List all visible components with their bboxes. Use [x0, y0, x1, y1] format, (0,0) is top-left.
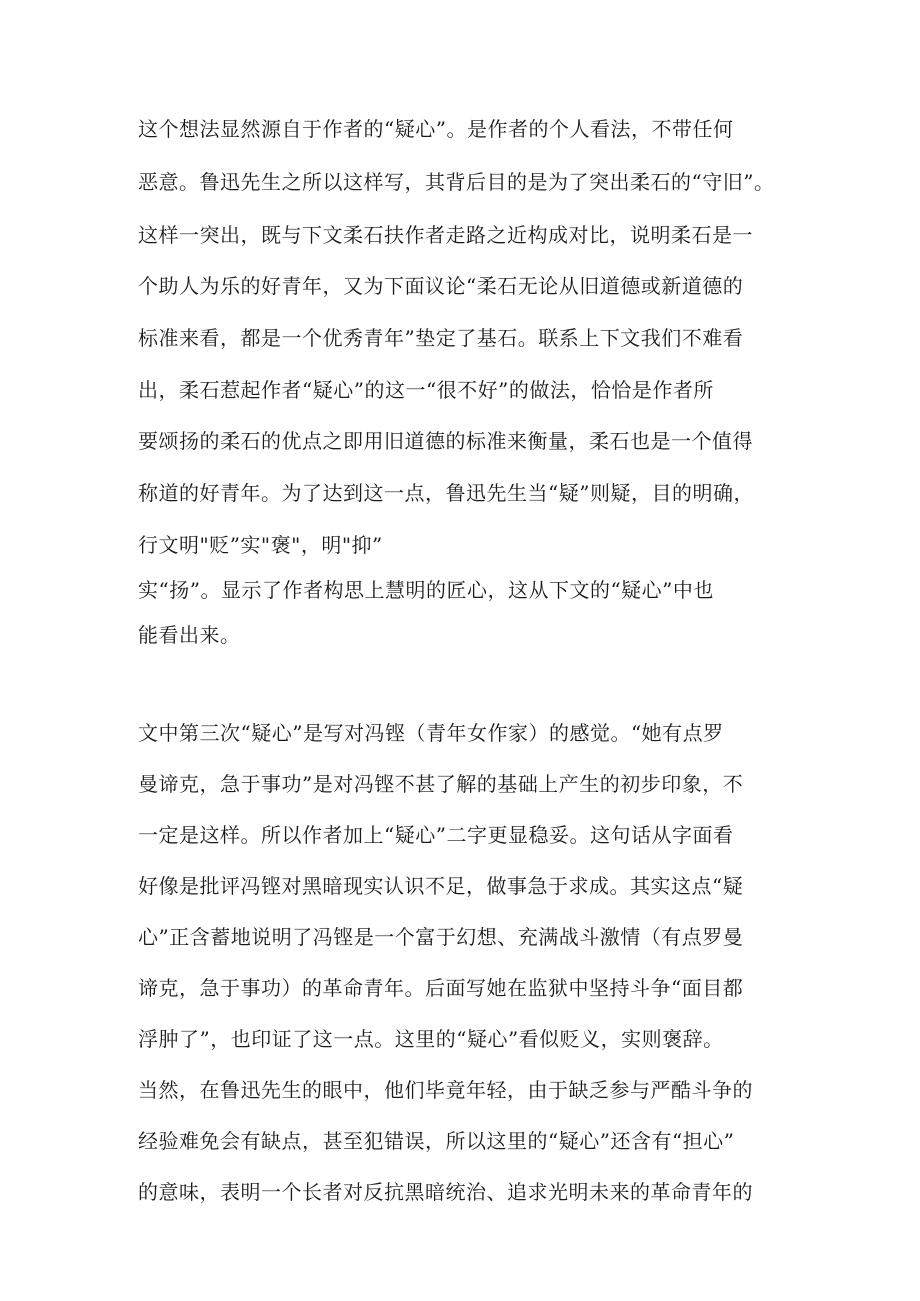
paragraph-1-line-6: 出，柔石惹起作者“疑心”的这一“很不好”的做法，恰恰是作者所 — [138, 378, 714, 402]
paragraph-2-line-1: 文中第三次“疑心”是写对冯铿（青年女作家）的感觉。“她有点罗 — [138, 721, 724, 745]
paragraph-1-line-8: 称道的好青年。为了达到这一点，鲁迅先生当“疑”则疑，目的明确， — [138, 481, 754, 505]
paragraph-1-line-7: 要颂扬的柔石的优点之即用旧道德的标准来衡量，柔石也是一个值得 — [138, 429, 753, 453]
paragraph-1-line-1: 这个想法显然源自于作者的“疑心”。是作者的个人看法，不带任何 — [138, 117, 734, 141]
paragraph-2-line-6: 谛克，急于事功）的革命青年。后面写她在监狱中坚持斗争“面目都 — [138, 976, 744, 1000]
paragraph-1-line-9: 行文明"贬”实"褒"，明"抑” — [138, 533, 383, 557]
paragraph-2-line-8: 当然，在鲁迅先生的眼中，他们毕竟年轻，由于缺乏参与严酷斗争的 — [138, 1078, 753, 1102]
paragraph-2-line-2: 曼谛克，急于事功”是对冯铿不甚了解的基础上产生的初步印象，不 — [138, 772, 744, 796]
paragraph-2-line-9: 经验难免会有缺点，甚至犯错误，所以这里的“疑心”还含有“担心” — [138, 1129, 735, 1153]
paragraph-2-line-7: 浮肿了”，也印证了这一点。这里的“疑心”看似贬义，实则褒辞。 — [138, 1027, 724, 1051]
paragraph-2-line-4: 好像是批评冯铿对黑暗现实认识不足，做事急于求成。其实这点“疑 — [138, 874, 744, 898]
paragraph-2-line-10: 的意味，表明一个长者对反抗黑暗统治、追求光明未来的革命青年的 — [138, 1180, 753, 1204]
paragraph-1-line-4: 个助人为乐的好青年，又为下面议论“柔石无论从旧道德或新道德的 — [138, 274, 744, 298]
paragraph-1-line-3: 这样一突出，既与下文柔石扶作者走路之近构成对比，说明柔石是一 — [138, 223, 753, 247]
paragraph-1-line-10: 实“扬”。显示了作者构思上慧明的匠心，这从下文的“疑心”中也 — [138, 578, 714, 602]
paragraph-1-line-2: 恶意。鲁迅先生之所以这样写，其背后目的是为了突出柔石的“守旧”。 — [138, 170, 775, 194]
paragraph-2-line-5: 心”正含蓄地说明了冯铿是一个富于幻想、充满战斗激情（有点罗曼 — [138, 925, 744, 949]
paragraph-2-line-3: 一定是这样。所以作者加上“疑心”二字更显稳妥。这句话从字面看 — [138, 823, 734, 847]
paragraph-1-line-5: 标准来看，都是一个优秀青年”垫定了基石。联系上下文我们不难看 — [138, 326, 744, 350]
paragraph-1-line-11: 能看出来。 — [138, 623, 241, 647]
